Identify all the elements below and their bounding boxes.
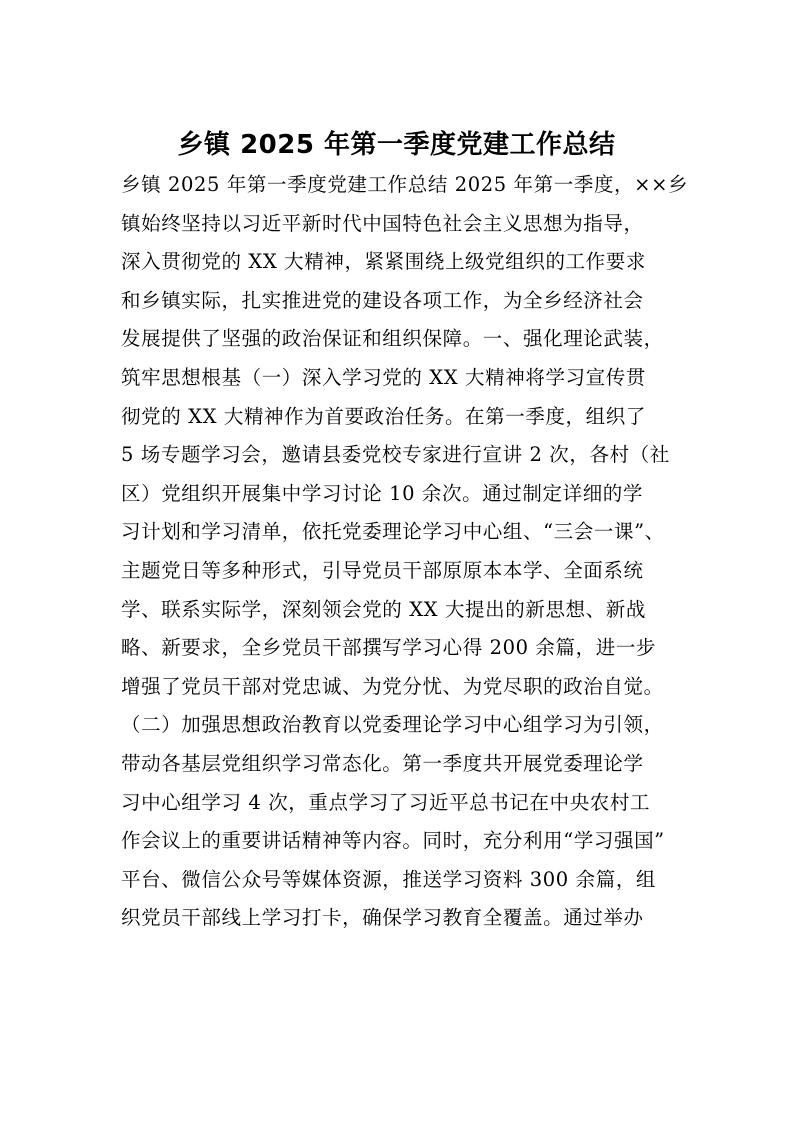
body-line-8: 5 场专题学习会，邀请县委党校专家进行宣讲 2 次，各村（社 bbox=[121, 443, 670, 467]
body-line-14: 增强了党员干部对党忠诚、为党分忧、为党尽职的政治自觉。 bbox=[121, 674, 664, 698]
body-line-15: （二）加强思想政治教育以党委理论学习中心组学习为引领， bbox=[121, 713, 664, 737]
body-line-10: 习计划和学习清单，依托党委理论学习中心组、“三会一课”、 bbox=[121, 520, 665, 544]
body-line-11: 主题党日等多种形式，引导党员干部原原本本学、全面系统 bbox=[121, 558, 644, 582]
body-line-16: 带动各基层党组织学习常态化。第一季度共开展党委理论学 bbox=[121, 751, 644, 775]
body-line-1: 乡镇 2025 年第一季度党建工作总结 2025 年第一季度，××乡 bbox=[121, 173, 689, 196]
body-line-3: 深入贯彻党的 XX 大精神，紧紧围绕上级党组织的工作要求 bbox=[121, 250, 646, 274]
body-line-20: 织党员干部线上学习打卡，确保学习教育全覆盖。通过举办 bbox=[121, 906, 644, 930]
body-line-4: 和乡镇实际，扎实推进党的建设各项工作，为全乡经济社会 bbox=[121, 288, 644, 312]
body-line-17: 习中心组学习 4 次，重点学习了习近平总书记在中央农村工 bbox=[121, 790, 651, 814]
body-line-7: 彻党的 XX 大精神作为首要政治任务。在第一季度，组织了 bbox=[121, 404, 646, 428]
body-line-13: 略、新要求，全乡党员干部撰写学习心得 200 余篇，进一步 bbox=[121, 636, 657, 660]
document-title: 乡镇 2025 年第一季度党建工作总结 bbox=[177, 130, 616, 160]
body-line-9: 区）党组织开展集中学习讨论 10 余次。通过制定详细的学 bbox=[121, 481, 644, 505]
body-line-19: 平台、微信公众号等媒体资源，推送学习资料 300 余篇，组 bbox=[121, 867, 657, 891]
body-line-2: 镇始终坚持以习近平新时代中国特色社会主义思想为指导， bbox=[121, 211, 644, 235]
body-line-18: 作会议上的重要讲话精神等内容。同时，充分利用“学习强国” bbox=[121, 829, 665, 853]
body-line-12: 学、联系实际学，深刻领会党的 XX 大提出的新思想、新战 bbox=[121, 597, 646, 621]
body-line-6: 筑牢思想根基（一）深入学习党的 XX 大精神将学习宣传贯 bbox=[121, 365, 646, 389]
document-body bbox=[121, 166, 689, 938]
body-line-5: 发展提供了坚强的政治保证和组织保障。一、强化理论武装， bbox=[121, 327, 664, 351]
